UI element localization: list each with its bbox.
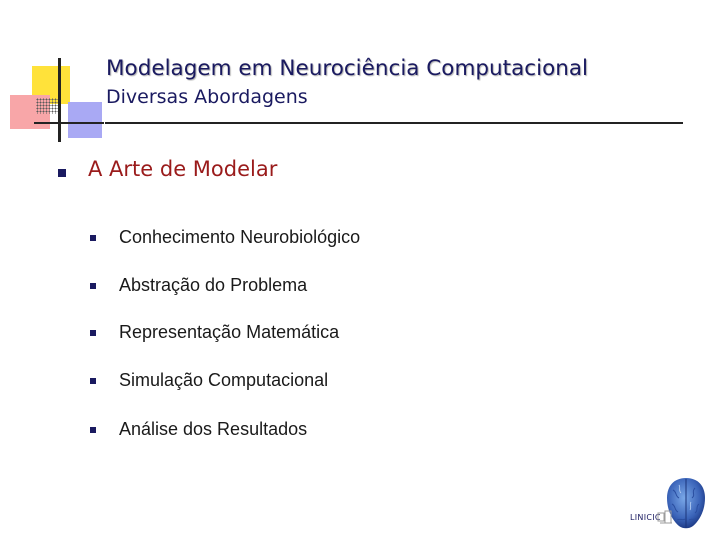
vertical-divider-line <box>58 58 61 142</box>
lab-logo-text: LINICIC <box>630 513 661 522</box>
logo-mark-icon <box>657 510 675 526</box>
bullet-icon <box>90 283 96 289</box>
blue-square <box>68 102 102 138</box>
list-item-label: Abstração do Problema <box>119 275 308 295</box>
bullet-icon <box>90 427 96 433</box>
section-heading: A Arte de Modelar <box>88 157 278 181</box>
bullet-icon <box>90 235 96 241</box>
list-item-label: Simulação Computacional <box>119 370 329 390</box>
ornament-horizontal-line <box>34 122 104 124</box>
decorative-squares <box>0 0 110 150</box>
bullet-icon <box>90 330 96 336</box>
title-underline <box>105 122 683 124</box>
list-item-label: Conhecimento Neurobiológico <box>119 227 361 247</box>
list-item-label: Análise dos Resultados <box>119 419 308 439</box>
slide-title: Modelagem em Neurociência Computacional <box>106 56 589 81</box>
list-item-label: Representação Matemática <box>119 322 340 342</box>
section-bullet-icon <box>58 169 66 177</box>
dotted-pattern <box>36 98 58 114</box>
bullet-icon <box>90 378 96 384</box>
slide-subtitle: Diversas Abordagens <box>106 86 308 108</box>
